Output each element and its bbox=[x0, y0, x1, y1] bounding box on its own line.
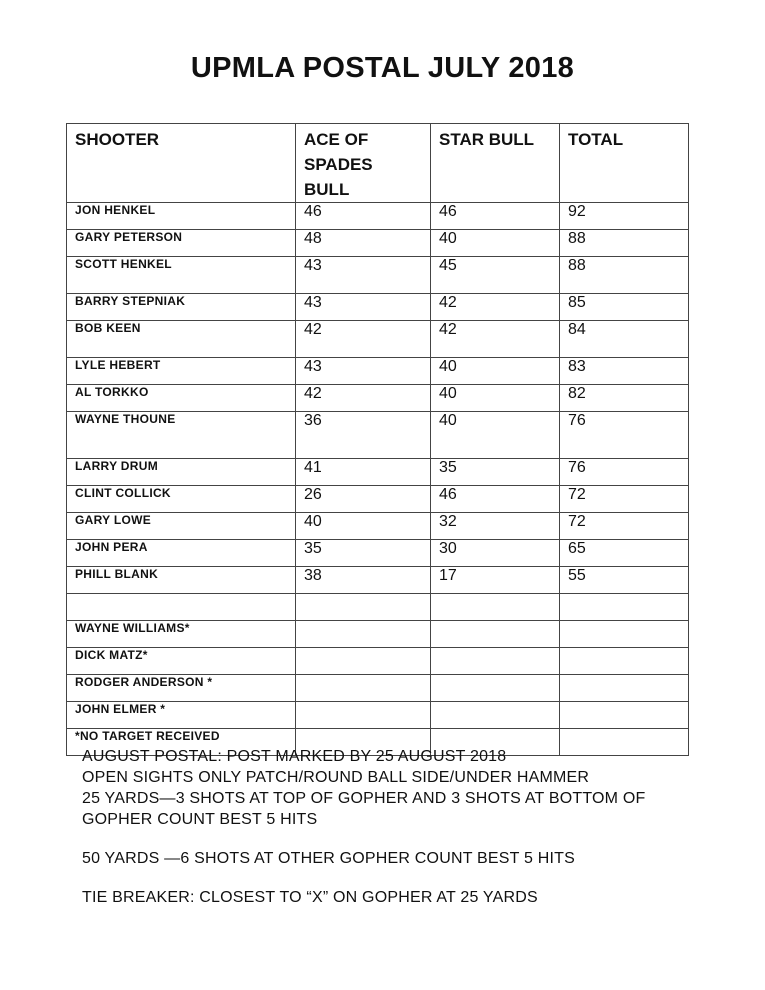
shooter-cell: JON HENKEL bbox=[67, 203, 296, 230]
ace-cell bbox=[296, 621, 431, 648]
table-row bbox=[67, 702, 689, 729]
total-cell: 76 bbox=[560, 459, 689, 486]
header-ace-line-3: BULL bbox=[304, 180, 350, 199]
table-row bbox=[67, 648, 689, 675]
table-row bbox=[67, 321, 689, 358]
table-row bbox=[67, 412, 689, 459]
ace-cell: 42 bbox=[296, 385, 431, 412]
ace-cell: 42 bbox=[296, 321, 431, 358]
ace-cell bbox=[296, 702, 431, 729]
ace-cell bbox=[296, 594, 431, 621]
table-row bbox=[67, 294, 689, 321]
star-cell bbox=[431, 648, 560, 675]
star-cell: 40 bbox=[431, 230, 560, 257]
header-ace-line-2: SPADES bbox=[304, 155, 373, 174]
star-cell: 40 bbox=[431, 412, 560, 459]
total-cell: 84 bbox=[560, 321, 689, 358]
star-cell: 35 bbox=[431, 459, 560, 486]
header-total: TOTAL bbox=[560, 124, 689, 203]
total-cell bbox=[560, 702, 689, 729]
table-row bbox=[67, 540, 689, 567]
total-cell: 55 bbox=[560, 567, 689, 594]
star-cell: 42 bbox=[431, 321, 560, 358]
shooter-cell: SCOTT HENKEL bbox=[67, 257, 296, 294]
table-row bbox=[67, 567, 689, 594]
star-cell: 45 bbox=[431, 257, 560, 294]
shooter-cell: JOHN PERA bbox=[67, 540, 296, 567]
star-cell: 46 bbox=[431, 203, 560, 230]
ace-cell: 43 bbox=[296, 358, 431, 385]
ace-cell: 40 bbox=[296, 513, 431, 540]
ace-cell: 48 bbox=[296, 230, 431, 257]
star-cell bbox=[431, 702, 560, 729]
total-cell: 82 bbox=[560, 385, 689, 412]
total-cell: 65 bbox=[560, 540, 689, 567]
star-cell: 46 bbox=[431, 486, 560, 513]
table-row bbox=[67, 230, 689, 257]
table-row bbox=[67, 594, 689, 621]
shooter-cell: PHILL BLANK bbox=[67, 567, 296, 594]
star-cell bbox=[431, 675, 560, 702]
header-row bbox=[67, 124, 689, 203]
results-table bbox=[66, 123, 689, 756]
shooter-cell: WAYNE THOUNE bbox=[67, 412, 296, 459]
table-row bbox=[67, 675, 689, 702]
total-cell bbox=[560, 621, 689, 648]
shooter-cell: LYLE HEBERT bbox=[67, 358, 296, 385]
star-cell: 40 bbox=[431, 358, 560, 385]
total-cell bbox=[560, 648, 689, 675]
star-cell bbox=[431, 621, 560, 648]
star-cell: 17 bbox=[431, 567, 560, 594]
total-cell: 88 bbox=[560, 230, 689, 257]
table-row bbox=[67, 621, 689, 648]
shooter-cell: *NO TARGET RECEIVED bbox=[67, 729, 296, 756]
ace-cell: 36 bbox=[296, 412, 431, 459]
star-cell: 42 bbox=[431, 294, 560, 321]
shooter-cell: AL TORKKO bbox=[67, 385, 296, 412]
shooter-cell: GARY PETERSON bbox=[67, 230, 296, 257]
page-title: UPMLA POSTAL JULY 2018 bbox=[190, 52, 575, 84]
note-line: AUGUST POSTAL: POST MARKED BY 25 AUGUST 2018 bbox=[82, 748, 507, 765]
ace-cell: 35 bbox=[296, 540, 431, 567]
shooter-cell: DICK MATZ* bbox=[67, 648, 296, 675]
total-cell: 92 bbox=[560, 203, 689, 230]
ace-cell: 43 bbox=[296, 257, 431, 294]
shooter-cell: GARY LOWE bbox=[67, 513, 296, 540]
header-ace-of-spades-bull bbox=[296, 124, 431, 203]
star-cell: 40 bbox=[431, 385, 560, 412]
table-row bbox=[67, 385, 689, 412]
note-line: OPEN SIGHTS ONLY PATCH/ROUND BALL SIDE/UNDER HAMMER bbox=[82, 769, 590, 786]
shooter-cell bbox=[67, 594, 296, 621]
note-line: 25 YARDS—3 SHOTS AT TOP OF GOPHER AND 3 SHOTS AT BOTTOM OF bbox=[82, 790, 646, 807]
ace-cell: 41 bbox=[296, 459, 431, 486]
shooter-cell: CLINT COLLICK bbox=[67, 486, 296, 513]
table-row bbox=[67, 358, 689, 385]
notes-block bbox=[82, 746, 722, 908]
total-cell: 83 bbox=[560, 358, 689, 385]
shooter-cell: WAYNE WILLIAMS* bbox=[67, 621, 296, 648]
table-row bbox=[67, 459, 689, 486]
note-line: 50 YARDS —6 SHOTS AT OTHER GOPHER COUNT BEST 5 HITS bbox=[82, 850, 575, 867]
star-cell: 30 bbox=[431, 540, 560, 567]
shooter-cell: JOHN ELMER * bbox=[67, 702, 296, 729]
total-cell bbox=[560, 594, 689, 621]
table-row bbox=[67, 486, 689, 513]
ace-cell: 38 bbox=[296, 567, 431, 594]
total-cell bbox=[560, 675, 689, 702]
shooter-cell: BARRY STEPNIAK bbox=[67, 294, 296, 321]
ace-cell bbox=[296, 675, 431, 702]
star-cell: 32 bbox=[431, 513, 560, 540]
header-star-bull: STAR BULL bbox=[431, 124, 560, 203]
total-cell: 72 bbox=[560, 513, 689, 540]
shooter-cell: LARRY DRUM bbox=[67, 459, 296, 486]
table-row bbox=[67, 203, 689, 230]
total-cell: 72 bbox=[560, 486, 689, 513]
ace-cell: 43 bbox=[296, 294, 431, 321]
star-cell bbox=[431, 594, 560, 621]
results-body bbox=[67, 203, 689, 756]
ace-cell: 46 bbox=[296, 203, 431, 230]
total-cell: 85 bbox=[560, 294, 689, 321]
ace-cell: 26 bbox=[296, 486, 431, 513]
note-line: TIE BREAKER: CLOSEST TO “X” ON GOPHER AT 25 YARDS bbox=[82, 889, 538, 906]
shooter-cell: RODGER ANDERSON * bbox=[67, 675, 296, 702]
total-cell: 76 bbox=[560, 412, 689, 459]
shooter-cell: BOB KEEN bbox=[67, 321, 296, 358]
header-shooter: SHOOTER bbox=[67, 124, 296, 203]
table-row bbox=[67, 513, 689, 540]
note-line bbox=[82, 869, 722, 887]
note-line bbox=[82, 830, 722, 848]
total-cell: 88 bbox=[560, 257, 689, 294]
header-ace-line-1: ACE OF bbox=[304, 130, 369, 149]
ace-cell bbox=[296, 648, 431, 675]
table-row bbox=[67, 257, 689, 294]
note-line: GOPHER COUNT BEST 5 HITS bbox=[82, 811, 318, 828]
